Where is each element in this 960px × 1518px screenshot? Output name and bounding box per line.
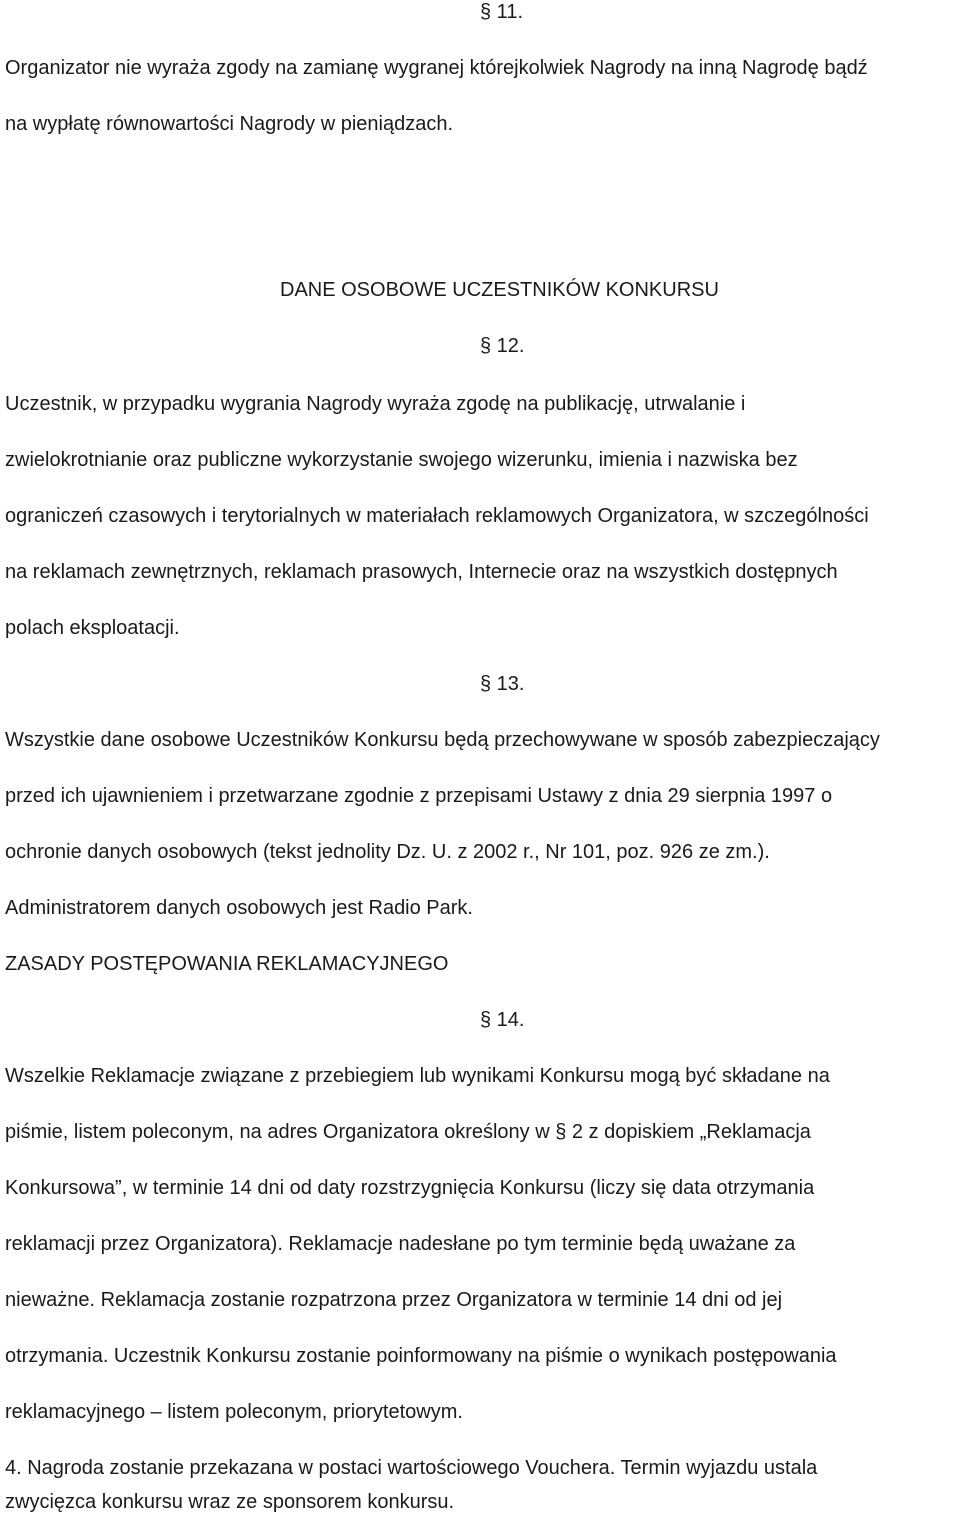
section-12-number: § 12. — [480, 335, 525, 357]
heading-zasady-reklamacji: ZASADY POSTĘPOWANIA REKLAMACYJNEGO — [5, 953, 449, 975]
section-13-number: § 13. — [480, 673, 525, 695]
section-13-line-3: ochronie danych osobowych (tekst jednolity Dz. U. z 2002 r., Nr 101, poz. 926 ze zm.). — [5, 841, 770, 863]
section-14-line-7: reklamacyjnego – listem poleconym, priorytetowym. — [5, 1401, 463, 1423]
section-14-line-4: reklamacji przez Organizatora). Reklamacje nadesłane po tym terminie będą uważane za — [5, 1233, 796, 1255]
section-13-line-2: przed ich ujawnieniem i przetwarzane zgodnie z przepisami Ustawy z dnia 29 sierpnia 1997 o — [5, 785, 833, 807]
section-12-line-4: na reklamach zewnętrznych, reklamach prasowych, Internecie oraz na wszystkich dostępnych — [5, 561, 838, 583]
section-14-line-1: Wszelkie Reklamacje związane z przebiegiem lub wynikami Konkursu mogą być składane na — [5, 1065, 830, 1087]
final-note-line-1: 4. Nagroda zostanie przekazana w postaci wartościowego Vouchera. Termin wyjazdu ustala — [5, 1457, 818, 1479]
section-11-number: § 11. — [480, 1, 523, 23]
section-13-line-1: Wszystkie dane osobowe Uczestników Konkursu będą przechowywane w sposób zabezpieczający — [5, 729, 880, 751]
section-12-line-2: zwielokrotnianie oraz publiczne wykorzystanie swojego wizerunku, imienia i nazwiska bez — [5, 449, 798, 471]
section-13-line-4: Administratorem danych osobowych jest Radio Park. — [5, 897, 473, 919]
section-14-line-2: piśmie, listem poleconym, na adres Organizatora określony w § 2 z dopiskiem „Reklamacja — [5, 1121, 811, 1143]
section-12-line-5: polach eksploatacji. — [5, 617, 180, 639]
section-11-line-1: Organizator nie wyraża zgody na zamianę wygranej którejkolwiek Nagrody na inną Nagrodę bądź — [5, 57, 868, 79]
section-11-line-2: na wypłatę równowartości Nagrody w pieniądzach. — [5, 113, 454, 135]
section-14-line-6: otrzymania. Uczestnik Konkursu zostanie poinformowany na piśmie o wynikach postępowania — [5, 1345, 837, 1367]
final-note-line-2: zwycięzca konkursu wraz ze sponsorem konkursu. — [5, 1491, 455, 1513]
section-12-line-3: ograniczeń czasowych i terytorialnych w materiałach reklamowych Organizatora, w szczególności — [5, 505, 869, 527]
heading-dane-osobowe: DANE OSOBOWE UCZESTNIKÓW KONKURSU — [280, 279, 719, 301]
section-14-number: § 14. — [480, 1009, 525, 1031]
section-14-line-3: Konkursowa”, w terminie 14 dni od daty rozstrzygnięcia Konkursu (liczy się data otrzymania — [5, 1177, 815, 1199]
section-12-line-1: Uczestnik, w przypadku wygrania Nagrody wyraża zgodę na publikację, utrwalanie i — [5, 393, 746, 415]
section-14-line-5: nieważne. Reklamacja zostanie rozpatrzona przez Organizatora w terminie 14 dni od jej — [5, 1289, 783, 1311]
